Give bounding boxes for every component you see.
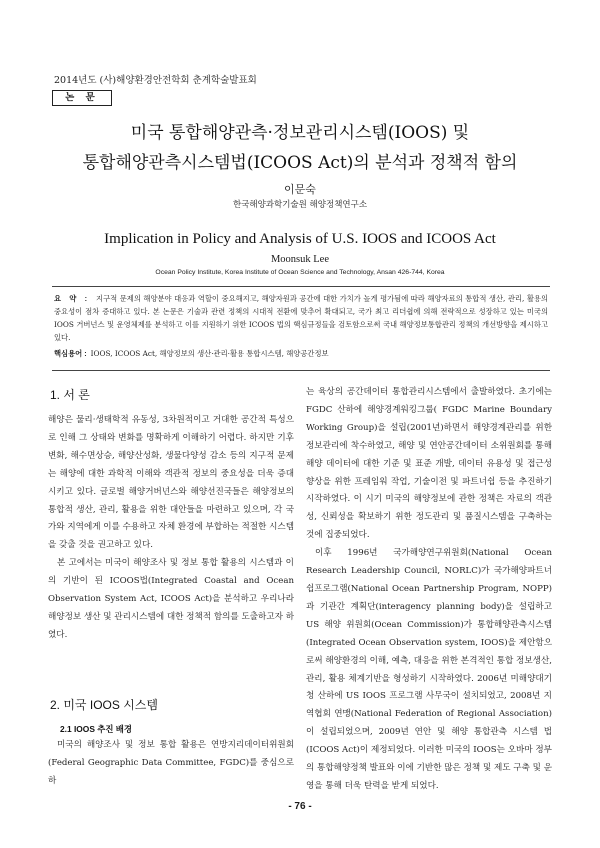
keywords-label: 핵심용어 : — [54, 349, 87, 358]
section-2-1-body — [48, 737, 294, 791]
title-ko-line2: 통합해양관측시스템법(ICOOS Act)의 분석과 정책적 함의 — [82, 153, 518, 173]
left-column-body — [48, 412, 294, 645]
section-2-1-heading: 2.1 IOOS 추진 배경 — [60, 724, 132, 734]
abstract — [54, 292, 548, 344]
conference-header: 2014년도 (사)해양환경안전학회 춘계학술발표회 — [54, 75, 257, 86]
section-1-heading: 1. 서 론 — [50, 388, 90, 402]
author-en: Moonsuk Lee — [270, 254, 330, 265]
author-ko: 이문숙 — [284, 183, 316, 196]
abstract-top-rule — [52, 286, 550, 287]
affiliation-ko: 한국해양과학기술원 해양정책연구소 — [232, 200, 368, 210]
right-paragraph-1: 는 육상의 공간데이터 통합관리시스템에서 출발하였다. 초기에는 FGDC 산하에 해양경계워킹그룹( FGDC Marine Boundary Working Group)을 설립(2001년)하면서 해양경계관리를 위한 정보관리에 착수하였고, 해양 및 연안공간데이터 소위원회를 통해 해양 데이터에 대한 기준 및 표준 개발, 데이터 유용성 및 접근성 향상을 위한 프레임워 작업, 기술이전 및 파트너쉽 등을 추진하기 시작하였다. 이 시기 미국의 해양정보에 관한 정책은 자료의 객관성, 신뢰성을 확보하기 위한 정도관리 및 품질시스템을 구축하는 것에 집중되었다. — [306, 387, 552, 541]
page-number: - 76 - — [288, 801, 312, 812]
abstract-text: 지구적 문제의 해양분야 대응과 역할이 중요해지고, 해양자원과 공간에 대한 가치가 높게 평가됨에 따라 해양자료의 통합적 생산, 관리, 활용의 중요성이 점차 증대하고 있다. 본 논문은 기술과 관련 정책의 시대적 전환에 맞추어 확대되고, 국가 최고 리더쉽에 의해 전략적으로 성장하고 있는 미국의 IOOS 거버넌스 및 운영체제를 분석하고 이를 지원하기 위한 ICOOS 법의 핵심규정들을 검토함으로써 국내 해양정보통합관리 정책의 개선방향을 제시하고 있다. — [54, 294, 548, 342]
right-column-body — [306, 384, 552, 796]
title-ko-line1: 미국 통합해양관측·정보관리시스템(IOOS) 및 — [130, 123, 470, 143]
keywords — [54, 349, 548, 359]
keywords-text: IOOS, ICOOS Act, 해양정보의 생산·관리·활용 통합시스템, 해양공간정보 — [90, 349, 329, 358]
abstract-bottom-rule — [52, 370, 550, 371]
section-1-paragraph-1: 해양은 물리·생태학적 유동성, 3차원적이고 거대한 공간적 특성으로 인해 그 상태와 변화를 명확하게 이해하기 어렵다. 하지만 기후변화, 해수면상승, 해양산성화, 생물다양성 감소 등의 지구적 문제는 해양에 대한 과학적 이해와 객관적 정보의 중요성을 더욱 증대시키고 있다. 글로벌 해양거버넌스와 해양선진국들은 해양정보의 통합적 생산, 관리, 활용을 위한 대안들을 마련하고 있으며, 각 국가와 지역에게 이를 수용하고 자체 환경에 부합하는 적절한 시스템을 갖출 것을 권고하고 있다. — [48, 415, 294, 551]
article-type-badge: 논 문 — [52, 90, 112, 106]
section-2-1-paragraph-1: 미국의 해양조사 및 정보 통합 활용은 연방지리데이터위원회(Federal Geographic Data Committee, FGDC)를 중심으로 하 — [48, 740, 294, 786]
right-paragraph-2: 이후 1996년 국가해양연구위원회(National Ocean Research Leadership Council, NORLC)가 국가해양파트너쉽프로그램(National Ocean Partnership Program, NOPP)과 기관간 계획단(interagency planning body)을 설립하고 US 해양 위원회(Ocean Commission)가 통합해양관측시스템(Integrated Ocean Observation system, IOOS)을 제안함으로써 해양환경의 이해, 예측, 대응을 위한 본격적인 통합 정보생산, 관리, 활용 체계기반을 형성하기 시작하였다. 2006년 미해양대기청 산하에 US IOOS 프로그램 사무국이 설치되었고, 2008년 지역협회 연맹(National Federation of Regional Association)이 설립되었으며, 2009년 연안 및 해양 통합관측 시스템 법(ICOOS Act)이 제정되었다. 이러한 미국의 IOOS는 오바마 정부의 통합해양정책 발표와 이에 기반한 많은 정책 및 제도 구축 및 운영을 통해 더욱 탄력을 받게 되었다. — [306, 548, 552, 791]
section-1-paragraph-2: 본 고에서는 미국이 해양조사 및 정보 통합 활용의 시스템과 이의 기반이 된 ICOOS법(Integrated Coastal and Ocean Observation System Act, ICOOS Act)을 분석하고 우리나라 해양정보 생산 및 관리시스템에 대한 정책적 함의를 도출하고자 하였다. — [48, 558, 294, 640]
affiliation-en: Ocean Policy Institute, Korea Institute of Ocean Science and Technology, Ansan 426-744, Korea — [155, 269, 445, 276]
section-2-heading: 2. 미국 IOOS 시스템 — [50, 698, 158, 712]
title-en: Implication in Policy and Analysis of U.S. IOOS and ICOOS Act — [104, 231, 496, 247]
abstract-label: 요 약 : — [54, 294, 91, 303]
